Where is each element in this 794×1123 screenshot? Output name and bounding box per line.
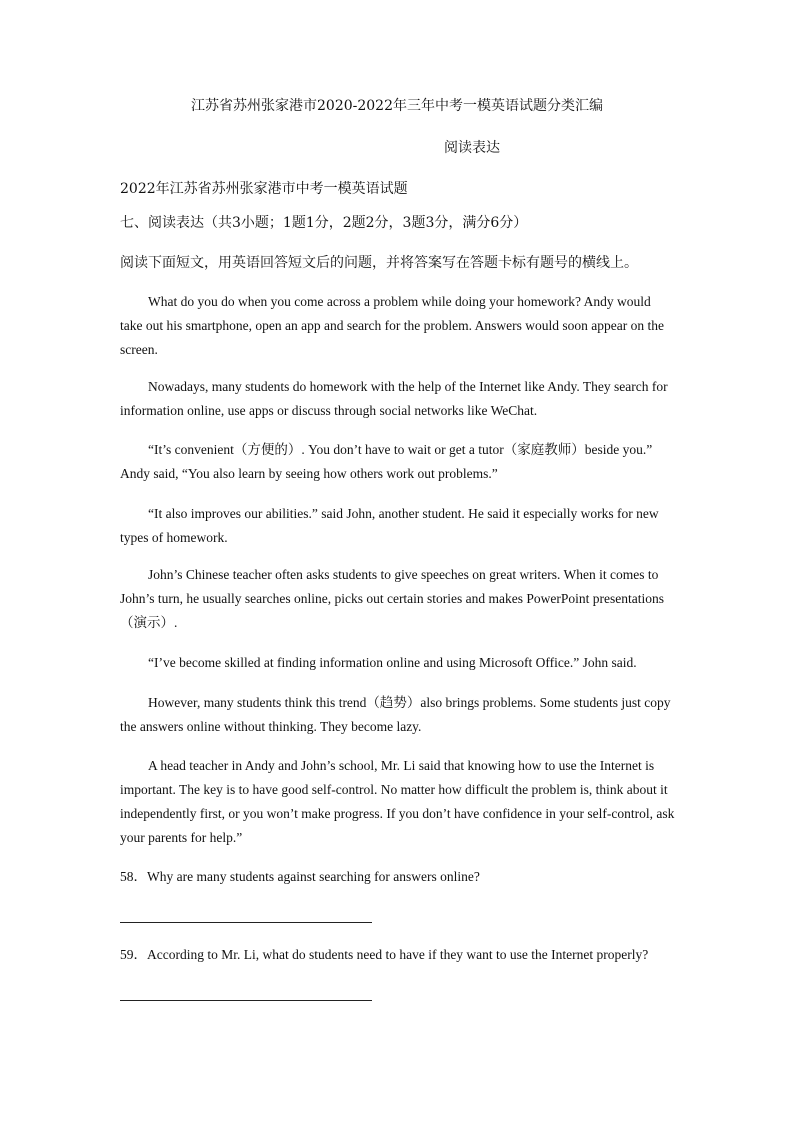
answer-line-58[interactable]: [120, 922, 372, 923]
passage-paragraph-5: John’s Chinese teacher often asks students to give speeches on great writers. When it comes to John’s turn, he usually searches online, picks out certain stories and makes PowerPoint presentations（演示）.: [120, 567, 665, 630]
instruction-text: 阅读下面短文，用英语回答短文后的问题，并将答案写在答题卡标有题号的横线上。: [120, 255, 638, 271]
passage-paragraph-8: A head teacher in Andy and John’s school, Mr. Li said that knowing how to use the Internet is important. The key is to have good self-control. No matter how difficult the problem is, think about it independently first, or you won’t make progress. If you don’t have confidence in your self-control, ask your parents for help.”: [120, 758, 675, 845]
document-subtitle: 阅读表达: [444, 140, 500, 156]
passage-paragraph-2: Nowadays, many students do homework with the help of the Internet like Andy. They search for information online, use apps or discuss through social networks like WeChat.: [120, 379, 668, 418]
answer-line-59[interactable]: [120, 1000, 372, 1001]
question-59: 59．According to Mr. Li, what do students need to have if they want to use the Internet properly?: [120, 947, 649, 962]
passage-paragraph-7: However, many students think this trend（趋势）also brings problems. Some students just copy the answers online without thinking. They become lazy.: [120, 695, 671, 734]
document-title: 江苏省苏州张家港市2020-2022年三年中考一模英语试题分类汇编: [191, 98, 603, 114]
question-58: 58．Why are many students against searching for answers online?: [120, 869, 480, 884]
section-heading: 七、阅读表达（共3小题；1题1分，2题2分，3题3分，满分6分）: [120, 215, 528, 231]
passage-paragraph-1: What do you do when you come across a problem while doing your homework? Andy would take out his smartphone, open an app and search for the problem. Answers would soon appear on the screen.: [120, 294, 664, 357]
exam-name: 2022年江苏省苏州张家港市中考一模英语试题: [120, 181, 408, 197]
passage-paragraph-4: “It also improves our abilities.” said John, another student. He said it especially works for new types of homework.: [120, 506, 659, 545]
passage-paragraph-3: “It’s convenient（方便的）. You don’t have to wait or get a tutor（家庭教师）beside you.” Andy said, “You also learn by seeing how others work out problems.”: [120, 442, 653, 481]
passage-paragraph-6: “I’ve become skilled at finding information online and using Microsoft Office.” John said.: [148, 655, 637, 670]
